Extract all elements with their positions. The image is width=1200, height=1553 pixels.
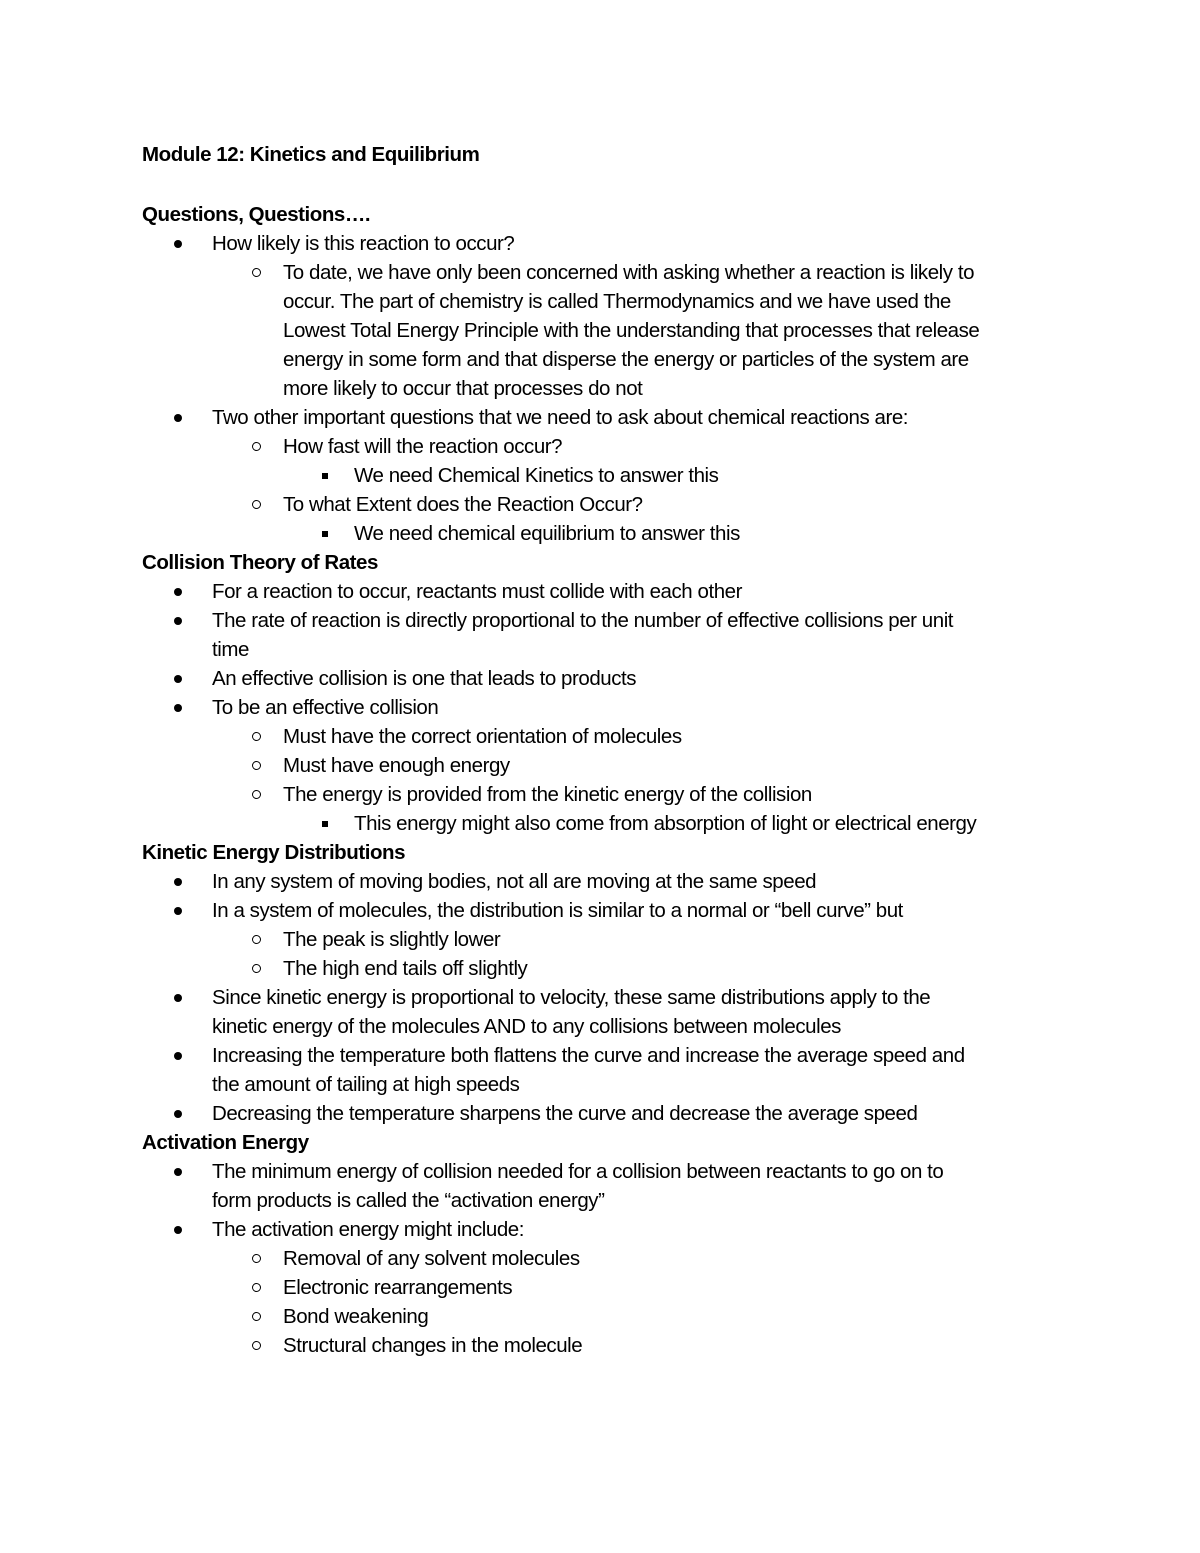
line-text: To be an effective collision — [212, 696, 439, 719]
line-text: The peak is slightly lower — [283, 928, 501, 951]
line-text: Collision Theory of Rates — [142, 551, 378, 574]
bullet-item — [142, 1157, 1062, 1186]
bullet-circle-icon — [246, 722, 266, 751]
bullet-dot-icon — [168, 229, 188, 258]
bullet-circle-icon — [246, 1273, 266, 1302]
page-title: Module 12: Kinetics and Equilibrium — [142, 143, 480, 166]
sub-bullet-item — [142, 1244, 1062, 1273]
bullet-circle-icon — [246, 1244, 266, 1273]
sub-bullet-item — [142, 751, 1062, 780]
bullet-item — [142, 229, 1062, 258]
line-text: This energy might also come from absorption of light or electrical energy — [354, 812, 977, 835]
line-text: How likely is this reaction to occur? — [212, 232, 515, 255]
bullet-circle-icon — [246, 1302, 266, 1331]
bullet-dot-icon — [168, 1099, 188, 1128]
line-text: In any system of moving bodies, not all are moving at the same speed — [212, 870, 817, 893]
line-text: To date, we have only been concerned with asking whether a reaction is likely to — [283, 261, 975, 284]
bullet-square-icon — [315, 461, 335, 490]
line-text: Activation Energy — [142, 1131, 309, 1154]
bullet-continuation — [142, 1186, 1062, 1215]
document-body — [142, 200, 1062, 1360]
bullet-item — [142, 896, 1062, 925]
line-text: An effective collision is one that leads to products — [212, 667, 637, 690]
bullet-circle-icon — [246, 751, 266, 780]
bullet-circle-icon — [246, 1331, 266, 1360]
sub-bullet-item — [142, 722, 1062, 751]
line-text: form products is called the “activation energy” — [212, 1189, 605, 1212]
bullet-circle-icon — [246, 780, 266, 809]
bullet-item — [142, 983, 1062, 1012]
line-text: The energy is provided from the kinetic energy of the collision — [283, 783, 812, 806]
sub-bullet-item — [142, 432, 1062, 461]
line-text: Must have enough energy — [283, 754, 510, 777]
sub-bullet-continuation — [142, 287, 1062, 316]
line-text: occur. The part of chemistry is called Thermodynamics and we have used the — [283, 290, 951, 313]
line-text: Lowest Total Energy Principle with the understanding that processes that release — [283, 319, 980, 342]
line-text: Must have the correct orientation of molecules — [283, 725, 682, 748]
sub-sub-bullet-item — [142, 809, 1062, 838]
section-heading — [142, 548, 1062, 577]
line-text: Bond weakening — [283, 1305, 429, 1328]
section-heading — [142, 838, 1062, 867]
line-text: How fast will the reaction occur? — [283, 435, 563, 458]
bullet-square-icon — [315, 519, 335, 548]
line-text: For a reaction to occur, reactants must collide with each other — [212, 580, 742, 603]
line-text: Electronic rearrangements — [283, 1276, 513, 1299]
line-text: The activation energy might include: — [212, 1218, 524, 1241]
bullet-item — [142, 664, 1062, 693]
sub-bullet-continuation — [142, 374, 1062, 403]
bullet-item — [142, 1041, 1062, 1070]
bullet-item — [142, 577, 1062, 606]
sub-bullet-continuation — [142, 316, 1062, 345]
bullet-dot-icon — [168, 403, 188, 432]
line-text: Two other important questions that we need to ask about chemical reactions are: — [212, 406, 909, 429]
line-text: the amount of tailing at high speeds — [212, 1073, 520, 1096]
line-text: We need Chemical Kinetics to answer this — [354, 464, 719, 487]
sub-bullet-item — [142, 780, 1062, 809]
sub-sub-bullet-item — [142, 519, 1062, 548]
line-text: In a system of molecules, the distribution is similar to a normal or “bell curve” but — [212, 899, 903, 922]
line-text: The minimum energy of collision needed for a collision between reactants to go on to — [212, 1160, 944, 1183]
bullet-circle-icon — [246, 258, 266, 287]
bullet-square-icon — [315, 809, 335, 838]
bullet-circle-icon — [246, 432, 266, 461]
line-text: Questions, Questions…. — [142, 203, 371, 226]
sub-bullet-item — [142, 258, 1062, 287]
bullet-dot-icon — [168, 664, 188, 693]
sub-bullet-continuation — [142, 345, 1062, 374]
bullet-item — [142, 1099, 1062, 1128]
bullet-circle-icon — [246, 490, 266, 519]
sub-bullet-item — [142, 490, 1062, 519]
line-text: time — [212, 638, 249, 661]
line-text: The rate of reaction is directly proportional to the number of effective collisions per unit — [212, 609, 954, 632]
line-text: Removal of any solvent molecules — [283, 1247, 580, 1270]
sub-bullet-item — [142, 925, 1062, 954]
line-text: Kinetic Energy Distributions — [142, 841, 406, 864]
line-text: more likely to occur that processes do not — [283, 377, 643, 400]
line-text: kinetic energy of the molecules AND to any collisions between molecules — [212, 1015, 841, 1038]
bullet-item — [142, 403, 1062, 432]
bullet-dot-icon — [168, 693, 188, 722]
bullet-dot-icon — [168, 606, 188, 635]
sub-bullet-item — [142, 954, 1062, 983]
line-text: Structural changes in the molecule — [283, 1334, 583, 1357]
line-text: Increasing the temperature both flattens the curve and increase the average speed and — [212, 1044, 965, 1067]
bullet-dot-icon — [168, 577, 188, 606]
bullet-dot-icon — [168, 1041, 188, 1070]
sub-bullet-item — [142, 1273, 1062, 1302]
sub-sub-bullet-item — [142, 461, 1062, 490]
line-text: To what Extent does the Reaction Occur? — [283, 493, 643, 516]
bullet-dot-icon — [168, 896, 188, 925]
bullet-dot-icon — [168, 867, 188, 896]
line-text: We need chemical equilibrium to answer this — [354, 522, 740, 545]
bullet-circle-icon — [246, 954, 266, 983]
bullet-continuation — [142, 1012, 1062, 1041]
sub-bullet-item — [142, 1302, 1062, 1331]
bullet-item — [142, 867, 1062, 896]
section-heading — [142, 200, 1062, 229]
bullet-dot-icon — [168, 1157, 188, 1186]
bullet-continuation — [142, 635, 1062, 664]
bullet-dot-icon — [168, 1215, 188, 1244]
bullet-item — [142, 1215, 1062, 1244]
section-heading — [142, 1128, 1062, 1157]
line-text: Since kinetic energy is proportional to velocity, these same distributions apply to the — [212, 986, 931, 1009]
bullet-item — [142, 606, 1062, 635]
line-text: energy in some form and that disperse the energy or particles of the system are — [283, 348, 969, 371]
sub-bullet-item — [142, 1331, 1062, 1360]
bullet-continuation — [142, 1070, 1062, 1099]
line-text: Decreasing the temperature sharpens the curve and decrease the average speed — [212, 1102, 918, 1125]
line-text: The high end tails off slightly — [283, 957, 528, 980]
bullet-dot-icon — [168, 983, 188, 1012]
bullet-item — [142, 693, 1062, 722]
bullet-circle-icon — [246, 925, 266, 954]
